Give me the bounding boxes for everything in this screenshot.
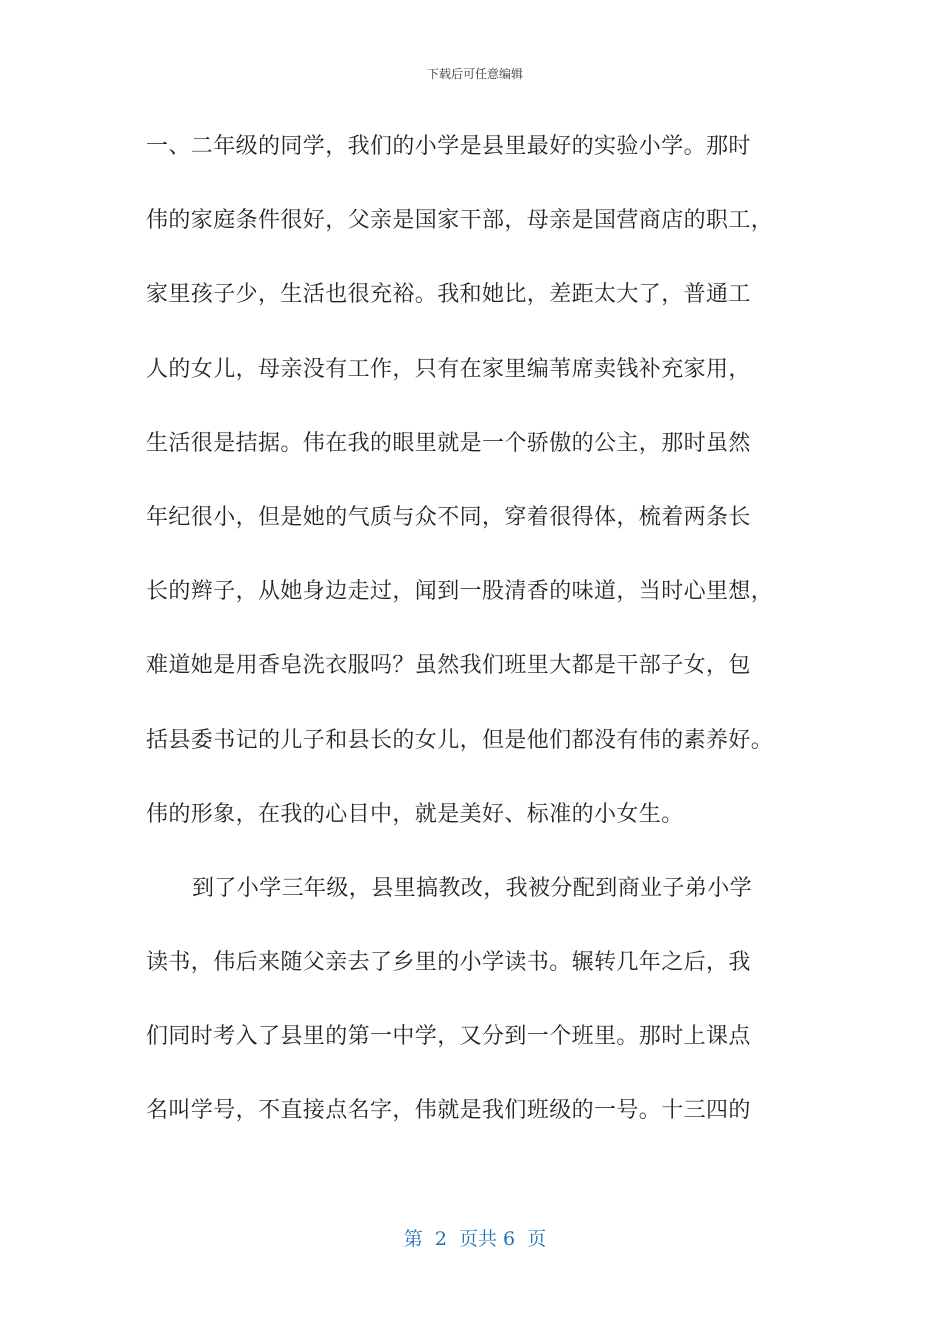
paragraph-start-line: 到了小学三年级，县里搞教改，我被分配到商业子弟小学: [192, 875, 753, 901]
text-line: 读书，伟后来随父亲去了乡里的小学读书。辗转几年之后，我: [146, 950, 751, 976]
text-line: 伟的家庭条件很好，父亲是国家干部，母亲是国营商店的职工，: [146, 208, 774, 234]
text-line: 名叫学号，不直接点名字，伟就是我们班级的一号。十三四的: [146, 1098, 751, 1124]
document-body: [146, 127, 826, 1166]
text-line: 年纪很小，但是她的气质与众不同，穿着很得体，梳着两条长: [146, 504, 751, 530]
text-line: 们同时考入了县里的第一中学，又分到一个班里。那时上课点: [146, 1024, 751, 1050]
text-line: 生活很是拮据。伟在我的眼里就是一个骄傲的公主，那时虽然: [146, 430, 751, 456]
page-number-footer: 第 2 页共 6 页: [403, 1228, 547, 1250]
text-line: 难道她是用香皂洗衣服吗？虽然我们班里大都是干部子女，包: [146, 653, 751, 679]
text-line: 一、二年级的同学，我们的小学是县里最好的实验小学。那时: [146, 134, 751, 159]
text-line: 括县委书记的儿子和县长的女儿，但是他们都没有伟的素养好。: [146, 727, 774, 753]
page-header: 下载后可任意编辑: [426, 67, 523, 81]
text-line: 家里孩子少，生活也很充裕。我和她比，差距太大了，普通工: [146, 282, 751, 308]
text-line: 长的辫子，从她身边走过，闻到一股清香的味道，当时心里想，: [146, 579, 774, 605]
text-line: 人的女儿，母亲没有工作，只有在家里编苇席卖钱补充家用，: [146, 356, 751, 382]
text-line: 伟的形象，在我的心目中，就是美好、标准的小女生。: [146, 801, 684, 827]
